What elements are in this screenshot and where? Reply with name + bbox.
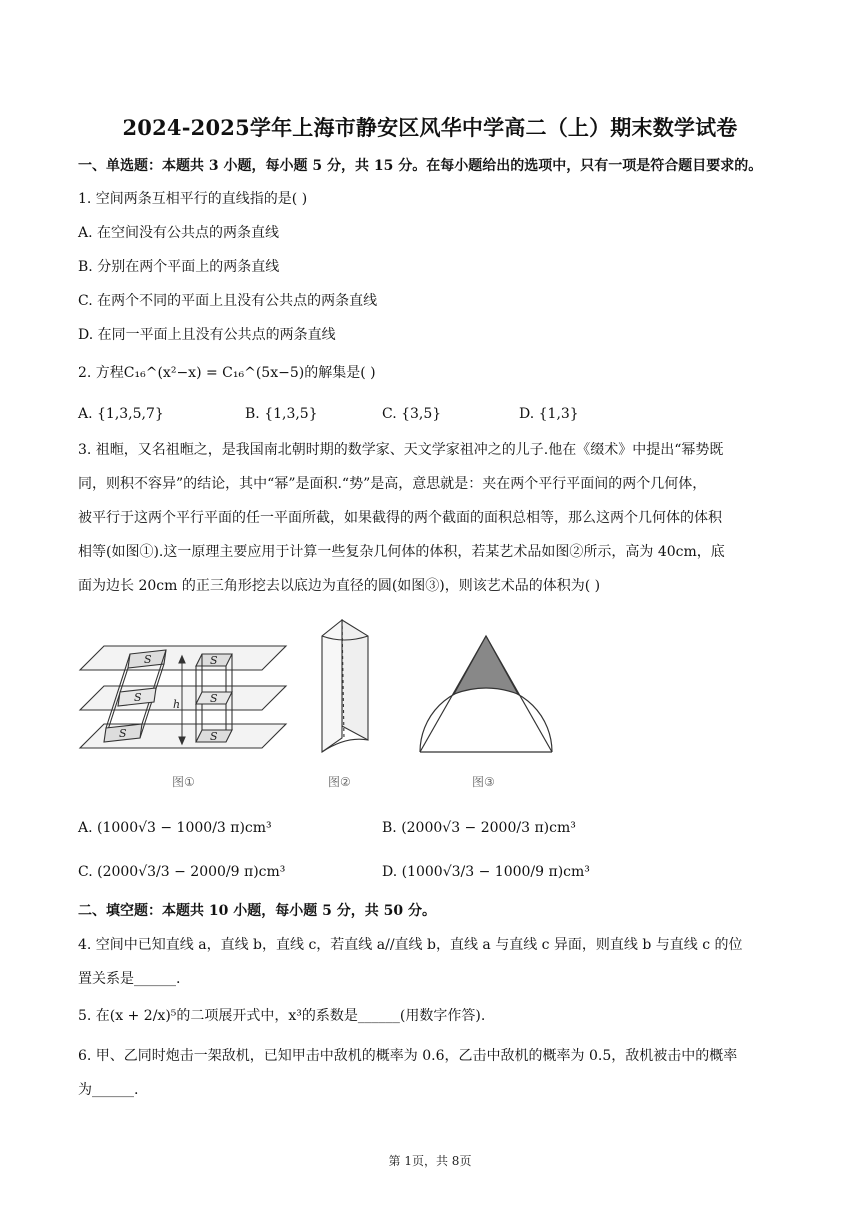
q1-option-b: B. 分别在两个平面上的两条直线	[78, 259, 280, 275]
figure-2	[322, 620, 368, 752]
q2-stem: 2. 方程C₁₆^(x²−x) = C₁₆^(5x−5)的解集是( )	[78, 365, 376, 381]
fig1-s-label: S	[144, 653, 152, 666]
q3-options-row-2	[78, 862, 790, 882]
fig2-caption: 图②	[328, 775, 351, 789]
q5-text: 5. 在(x + 2/x)⁵的二项展开式中，x³的系数是______(用数字作答).	[78, 1008, 486, 1024]
q2-option-b: B. {1,3,5}	[245, 406, 318, 422]
fig3-caption: 图③	[472, 775, 495, 789]
q6-line-1: 6. 甲、乙同时炮击一架敌机，已知甲击中敌机的概率为 0.6，乙击中敌机的概率为 0.5，敌机被击中的概率	[78, 1048, 738, 1064]
q3-options-row-1	[78, 818, 790, 838]
q3-line-1: 3. 祖暅，又名祖暅之，是我国南北朝时期的数学家、天文学家祖冲之的儿子.他在《缀术》中提出“幂势既	[78, 442, 724, 458]
section-2-heading: 二、填空题：本题共 10 小题，每小题 5 分，共 50 分。	[78, 903, 436, 919]
fig1-s-label: S	[210, 730, 218, 743]
q1-option-a: A. 在空间没有公共点的两条直线	[78, 225, 280, 241]
figure-1	[80, 646, 286, 748]
q1-option-c: C. 在两个不同的平面上且没有公共点的两条直线	[78, 293, 378, 309]
q1-option-d: D. 在同一平面上且没有公共点的两条直线	[78, 327, 336, 343]
q2-option-c: C. {3,5}	[382, 406, 442, 422]
fig1-s-label: S	[210, 692, 218, 705]
q3-option-a: A. (1000√3 − 1000/3 π)cm³	[78, 820, 272, 836]
q1-stem: 1. 空间两条互相平行的直线指的是( )	[78, 191, 308, 207]
q3-option-d: D. (1000√3/3 − 1000/9 π)cm³	[382, 864, 590, 880]
fig1-s-label: S	[119, 727, 127, 740]
q2-options	[78, 404, 790, 424]
q3-line-4: 相等(如图①).这一原理主要应用于计算一些复杂几何体的体积，若某艺术品如图②所示，高为 40cm，底	[78, 544, 725, 560]
q3-figures	[76, 610, 576, 800]
q2-option-d: D. {1,3}	[519, 406, 579, 422]
fig1-s-label: S	[210, 654, 218, 667]
section-1-heading: 一、单选题：本题共 3 小题，每小题 5 分，共 15 分。在每小题给出的选项中，只有一项是符合题目要求的。	[78, 158, 763, 174]
figure-3	[420, 636, 552, 752]
q2-option-a: A. {1,3,5,7}	[78, 406, 164, 422]
fig1-h-label: h	[173, 698, 181, 711]
q3-option-c: C. (2000√3/3 − 2000/9 π)cm³	[78, 864, 286, 880]
q3-line-3: 被平行于这两个平行平面的任一平面所截，如果截得的两个截面的面积总相等，那么这两个几何体的体积	[78, 510, 722, 526]
page-footer: 第 1页，共 8页	[388, 1154, 472, 1168]
q4-line-2: 置关系是______.	[78, 971, 181, 987]
fig1-s-label: S	[134, 691, 142, 704]
q3-line-5: 面为边长 20cm 的正三角形挖去以底边为直径的圆(如图③)，则该艺术品的体积为( )	[78, 578, 601, 594]
q4-line-1: 4. 空间中已知直线 a，直线 b，直线 c，若直线 a//直线 b，直线 a 与直线 c 异面，则直线 b 与直线 c 的位	[78, 937, 743, 953]
q6-line-2: 为______.	[78, 1082, 139, 1098]
page-title: 2024-2025学年上海市静安区风华中学高二（上）期末数学试卷	[122, 115, 738, 140]
q3-option-b: B. (2000√3 − 2000/3 π)cm³	[382, 820, 576, 836]
fig1-caption: 图①	[172, 775, 195, 789]
q3-line-2: 同，则积不容异”的结论，其中“幂”是面积.“势”是高，意思就是：夹在两个平行平面间的两个几何体，	[78, 476, 707, 492]
